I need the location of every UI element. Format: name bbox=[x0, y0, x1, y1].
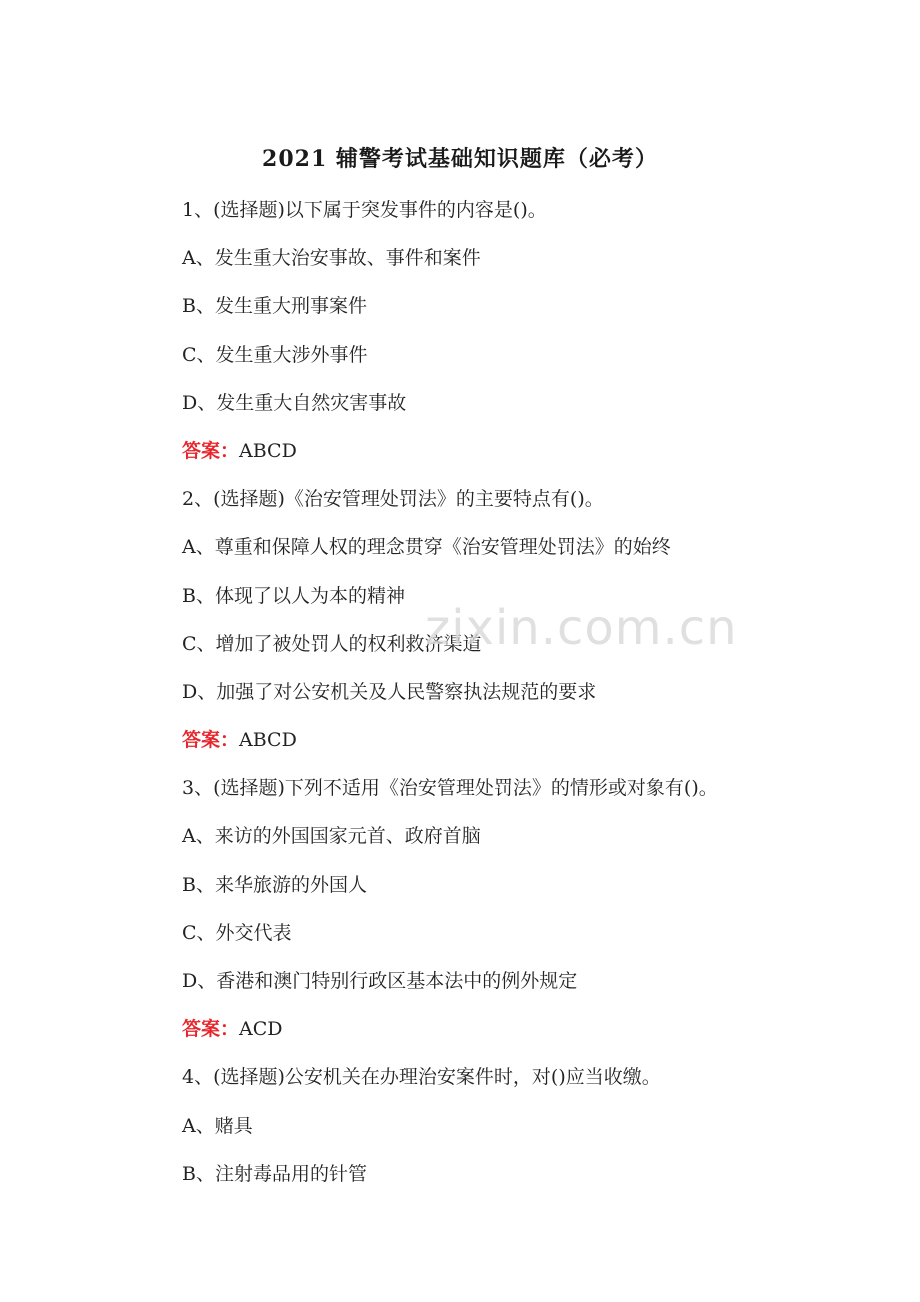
question-stem: 2、(选择题)《治安管理处罚法》的主要特点有()。 bbox=[182, 488, 604, 511]
answer-label: 答案： bbox=[182, 1018, 240, 1041]
option-b: B、发生重大刑事案件 bbox=[182, 295, 367, 318]
answer-value: ABCD bbox=[239, 439, 297, 462]
watermark: zixin.com.cn bbox=[425, 600, 738, 656]
question-stem: 1、(选择题)以下属于突发事件的内容是()。 bbox=[182, 199, 547, 221]
question-stem: 3、(选择题)下列不适用《治安管理处罚法》的情形或对象有()。 bbox=[182, 777, 718, 800]
option-d: D、发生重大自然灾害事故 bbox=[182, 391, 407, 414]
option-c: C、增加了被处罚人的权利救济渠道 bbox=[182, 632, 482, 655]
answer-value: ACD bbox=[239, 1018, 283, 1041]
option-c: C、发生重大涉外事件 bbox=[182, 343, 368, 366]
option-b: B、来华旅游的外国人 bbox=[182, 873, 367, 896]
document-title: 2021 辅警考试基础知识题库（必考） bbox=[262, 146, 658, 172]
answer-value: ABCD bbox=[239, 729, 297, 752]
option-a: A、赌具 bbox=[182, 1114, 253, 1137]
question-stem: 4、(选择题)公安机关在办理治安案件时，对()应当收缴。 bbox=[182, 1066, 661, 1089]
question-list bbox=[182, 196, 822, 1208]
option-b: B、体现了以人为本的精神 bbox=[182, 584, 405, 607]
answer-line bbox=[182, 726, 822, 774]
option-a: A、尊重和保障人权的理念贯穿《治安管理处罚法》的始终 bbox=[182, 536, 671, 559]
answer-label: 答案： bbox=[182, 439, 240, 462]
option-a: A、来访的外国国家元首、政府首脑 bbox=[182, 825, 481, 848]
answer-line bbox=[182, 1015, 822, 1063]
answer-line bbox=[182, 437, 822, 485]
option-c: C、外交代表 bbox=[182, 921, 292, 944]
option-d: D、加强了对公安机关及人民警察执法规范的要求 bbox=[182, 680, 597, 703]
option-d: D、香港和澳门特别行政区基本法中的例外规定 bbox=[182, 970, 578, 992]
option-a: A、发生重大治安事故、事件和案件 bbox=[182, 247, 481, 270]
option-b: B、注射毒品用的针管 bbox=[182, 1162, 367, 1185]
answer-label: 答案： bbox=[182, 729, 240, 752]
